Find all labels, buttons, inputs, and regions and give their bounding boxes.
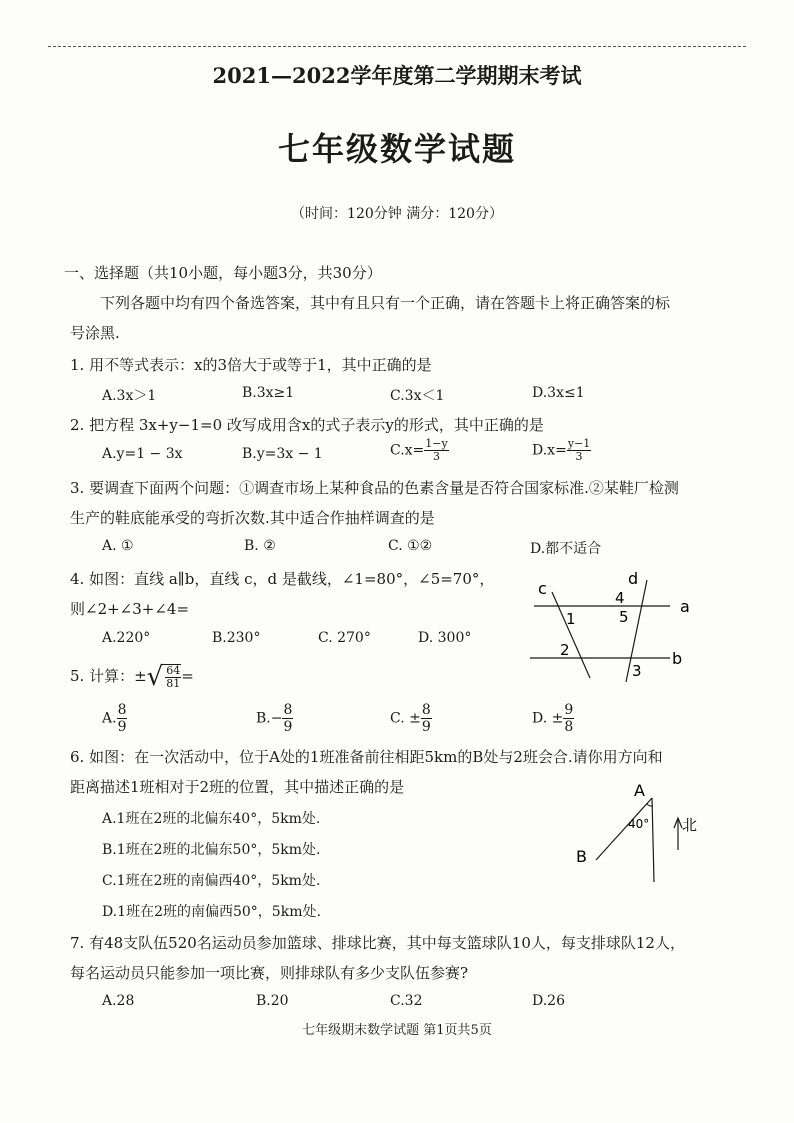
q7-stem-line2: 每名运动员只能参加一项比赛，则排球队有多少支队伍参赛? [70, 964, 469, 982]
q5-option-b-prefix: B.− [256, 710, 283, 727]
q5-option-a-numerator: 8 [117, 702, 127, 718]
q5-option-d-fraction [563, 702, 574, 735]
angle-40-label: 40° [628, 817, 650, 831]
q5-option-c-denominator: 9 [421, 719, 431, 735]
q5-option-c-numerator: 8 [421, 702, 431, 718]
q7-option-a: A.28 [102, 993, 135, 1009]
q2-option-d-fraction [567, 438, 591, 463]
q1-option-a: A.3x＞1 [102, 388, 157, 404]
q4-option-a: A.220° [102, 630, 151, 646]
q5-stem-prefix: 5. 计算：± [70, 667, 147, 685]
section-title: 一、选择题（共10小题，每小题3分，共30分） [64, 264, 382, 282]
q5-option-d-numerator: 9 [564, 702, 574, 718]
q4-option-d: D. 300° [418, 630, 472, 646]
q5-radicand [165, 665, 181, 690]
q2-option-d [532, 438, 591, 463]
q4-option-b: B.230° [212, 630, 261, 646]
q7-option-b: B.20 [256, 993, 289, 1009]
q5-option-a-denominator: 9 [117, 719, 127, 735]
q6-direction-figure [570, 778, 720, 888]
q1-option-d: D.3x≤1 [532, 385, 585, 401]
angle-2-label: 2 [560, 641, 570, 659]
q5-option-b-fraction [282, 702, 293, 735]
point-a-label: A [634, 781, 645, 800]
north-reference-line [652, 798, 654, 882]
label-b: b [672, 649, 683, 668]
section-intro-line1: 下列各题中均有四个备选答案，其中有且只有一个正确，请在答题卡上将正确答案的标 [100, 294, 671, 312]
q1-stem: 1. 用不等式表示：x的3倍大于或等于1，其中正确的是 [70, 356, 432, 374]
q2-option-c-numerator: 1−y [425, 437, 448, 450]
q6-option-d: D.1班在2班的南偏西50°，5km处. [102, 904, 321, 920]
section-intro-line2: 号涂黑. [70, 324, 120, 342]
q7-option-c: C.32 [390, 993, 423, 1009]
q5-option-a [102, 702, 127, 735]
q2-option-b: B.y=3x − 1 [242, 446, 323, 462]
q6-option-b: B.1班在2班的北偏东50°，5km处. [102, 842, 321, 858]
q2-option-d-denominator: 3 [575, 450, 583, 463]
q2-stem: 2. 把方程 3x+y−1=0 改写成用含x的式子表示y的形式，其中正确的是 [70, 416, 544, 434]
q3-option-c: C. ①② [388, 538, 433, 554]
angle-1-label: 1 [566, 610, 576, 628]
q5-sqrt [147, 664, 182, 690]
q2-option-c-denominator: 3 [433, 450, 441, 463]
q3-option-d: D.都不适合 [530, 541, 602, 557]
q4-option-c: C. 270° [318, 630, 371, 646]
q6-option-a: A.1班在2班的北偏东40°，5km处. [102, 811, 321, 827]
q5-option-a-fraction [117, 702, 128, 735]
sqrt-symbol: √ [146, 662, 164, 692]
q2-option-c-fraction [424, 438, 448, 463]
q7-option-d: D.26 [532, 993, 565, 1009]
north-label: 北 [682, 816, 698, 834]
q4-stem-line2: 则∠2+∠3+∠4= [70, 600, 190, 618]
subject-title: 七年级数学试题 [277, 130, 516, 168]
q5-radicand-numerator: 64 [166, 664, 181, 677]
q5-option-b-denominator: 9 [283, 719, 293, 735]
exam-title: 2021—2022学年度第二学期期末考试 [212, 63, 582, 88]
line-c [552, 592, 590, 678]
q5-option-a-prefix: A. [102, 710, 117, 727]
q6-stem-line1: 6. 如图：在一次活动中，位于A处的1班准备前往相距5km的B处与2班会合.请你用方向和 [70, 748, 663, 766]
q5-option-b-numerator: 8 [283, 702, 293, 718]
q4-parallel-lines-figure [522, 568, 692, 688]
q1-option-b: B.3x≥1 [242, 385, 295, 401]
q5-radicand-denominator: 81 [166, 677, 181, 690]
angle-4-label: 4 [615, 589, 625, 607]
q2-option-d-prefix: D.x= [532, 442, 567, 459]
q5-option-c [390, 702, 432, 735]
q5-option-c-fraction [421, 702, 432, 735]
q2-option-d-numerator: y−1 [567, 437, 591, 450]
page-footer: 七年级期末数学试题 第1页共5页 [302, 1023, 492, 1038]
q5-option-b [256, 702, 293, 735]
label-c: c [538, 579, 547, 598]
q3-stem-line1: 3. 要调查下面两个问题：①调查市场上某种食品的色素含量是否符合国家标准.②某鞋厂检测 [70, 479, 679, 497]
q5-stem-suffix: = [181, 667, 194, 685]
q6-option-c: C.1班在2班的南偏西40°，5km处. [102, 873, 321, 889]
q6-stem-line2: 距离描述1班相对于2班的位置，其中描述正确的是 [70, 778, 405, 796]
label-d: d [628, 569, 639, 588]
angle-5-label: 5 [619, 608, 629, 626]
q5-option-d [532, 702, 574, 735]
q3-option-a: A. ① [102, 538, 134, 554]
angle-3-label: 3 [632, 662, 642, 680]
q7-stem-line1: 7. 有48支队伍520名运动员参加篮球、排球比赛，其中每支篮球队10人，每支排球队12人， [70, 934, 685, 952]
q3-stem-line2: 生产的鞋底能承受的弯折次数.其中适合作抽样调查的是 [70, 509, 435, 527]
q1-option-c: C.3x＜1 [390, 388, 445, 404]
q2-option-c [390, 438, 449, 463]
point-b-label: B [576, 847, 587, 866]
q3-option-b: B. ② [244, 538, 276, 554]
q5-stem [70, 664, 194, 690]
q5-option-d-denominator: 8 [564, 719, 574, 735]
q2-option-c-prefix: C.x= [390, 442, 425, 459]
top-dashed-rule [48, 46, 746, 47]
label-a: a [680, 597, 690, 616]
q5-option-d-prefix: D. ± [532, 710, 564, 727]
q5-option-c-prefix: C. ± [390, 710, 421, 727]
q2-option-a: A.y=1 − 3x [102, 446, 183, 462]
q4-stem-line1: 4. 如图：直线 a∥b，直线 c，d 是截线，∠1=80°，∠5=70°， [70, 570, 495, 588]
time-info: （时间：120分钟 满分：120分） [291, 206, 503, 222]
